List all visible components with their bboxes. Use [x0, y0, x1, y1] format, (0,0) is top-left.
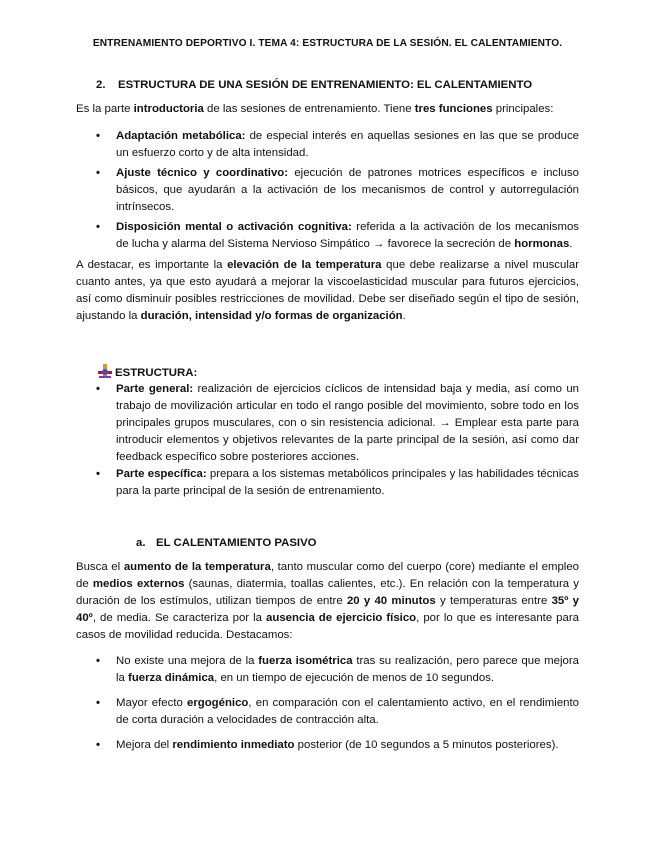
point-bold: fuerza isométrica — [258, 655, 353, 667]
list-item — [76, 653, 579, 687]
function-text: ejecución de patrones motrices específicos e incluso básicos, que ayudarán a la activación de los mecanismos de control y autorregulación intrínsecos. — [116, 167, 579, 213]
pasivo-text: , de media. Se caracteriza por la — [92, 612, 267, 624]
list-item — [76, 219, 579, 253]
pasivo-text: Busca el — [76, 561, 124, 573]
list-item — [76, 128, 579, 162]
highlight-bold-1: elevación de la temperatura — [227, 259, 382, 271]
pasivo-text: , por lo que es interesante para casos de movilidad reducida. Destacamos: — [76, 612, 579, 641]
point-bold: rendimiento inmediato — [172, 739, 295, 751]
estructura-list — [76, 381, 579, 500]
estructura-item-title: Parte específica: — [116, 468, 207, 480]
function-text: de especial interés en aquellas sesiones en las que se produce un esfuerzo corto y de alta intensidad. — [116, 130, 580, 159]
point-bold: ergogénico — [187, 697, 249, 709]
subsection-letter: a. — [136, 537, 146, 549]
function-text: referida a la activación de los mecanismos de lucha y alarma del Sistema Nervioso Simpático → favorece la secreción de — [116, 221, 579, 250]
pasivo-text: (saunas, diatermia, toallas calientes, etc.). En relación con la temperatura y duración de los estímulos, utilizan tiempos de entre — [76, 578, 579, 607]
highlight-text-3: . — [402, 310, 406, 322]
list-item — [76, 165, 579, 216]
page-header: ENTRENAMIENTO DEPORTIVO I. TEMA 4: ESTRUCTURA DE LA SESIÓN. EL CALENTAMIENTO. — [92, 38, 563, 49]
highlight-text-2: que debe realizarse a nivel muscular cuanto antes, ya que esto ayudará a mejorar la viscoelasticidad muscular para futuros ejercicios, así como disminuir posibles restricciones de movilidad. Debe ser diseñado según el tipo de sesión, ajustando la — [76, 259, 579, 322]
section-number: 2. — [96, 79, 106, 91]
functions-list — [76, 128, 579, 253]
subsection-title-text: EL CALENTAMIENTO PASIVO — [156, 537, 317, 549]
highlight-bold-2: duración, intensidad y/o formas de organización — [140, 310, 403, 322]
estructura-title: ESTRUCTURA: — [115, 367, 198, 379]
intro-text-1: Es la parte — [76, 103, 134, 115]
estructura-heading — [96, 362, 576, 382]
estructura-item-title: Parte general: — [116, 383, 194, 395]
function-title: Disposición mental o activación cognitiva: — [116, 221, 352, 233]
function-bold: hormonas — [514, 238, 570, 250]
list-item — [76, 737, 579, 754]
function-title: Adaptación metabólica: — [116, 130, 246, 142]
pasivo-text: , tanto muscular como del cuerpo (core) mediante el empleo de — [76, 561, 579, 590]
pasivo-text: y temperaturas entre — [435, 595, 552, 607]
function-title: Ajuste técnico y coordinativo: — [116, 167, 289, 179]
estructura-item-text: prepara a los sistemas metabólicos principales y las habilidades técnicas para la parte principal de la sesión de entrenamiento. — [116, 468, 579, 497]
pasivo-bold: medios externos — [92, 578, 185, 590]
pasivo-points — [76, 653, 579, 754]
intro-paragraph — [76, 101, 596, 118]
pasivo-paragraph — [76, 559, 579, 644]
point-text: Mayor efecto — [116, 697, 187, 709]
list-item — [76, 381, 579, 466]
function-text-end: . — [569, 238, 573, 250]
section-title — [96, 77, 576, 94]
pasivo-bold: ausencia de ejercicio físico — [266, 612, 417, 624]
estructura-item-text: realización de ejercicios cíclicos de intensidad baja y media, así como un trabajo de movilización articular en todo el rango posible del movimiento, sobre todo en los principales grupos musculares, con o sin resistencia adicional. → Emplear esta parte para introducir elementos y objetivos relevantes de la parte principal de la sesión, así como dar feedback específico sobre posteriores acciones. — [116, 383, 579, 463]
point-text: , en un tiempo de ejecución de menos de 10 segundos. — [214, 672, 495, 684]
section-title-text: ESTRUCTURA DE UNA SESIÓN DE ENTRENAMIENTO: EL CALENTAMIENTO — [118, 79, 533, 91]
pin-icon — [96, 362, 114, 380]
point-text: , en comparación con el calentamiento activo, en el rendimiento de corta duración a velocidades de contracción alta. — [116, 697, 579, 726]
intro-text-2: de las sesiones de entrenamiento. Tiene — [203, 103, 415, 115]
point-text: tras su realización, pero parece que mejora la — [116, 655, 579, 684]
highlight-paragraph — [76, 257, 579, 325]
intro-bold-2: tres funciones — [414, 103, 493, 115]
subsection-title — [136, 535, 576, 552]
point-bold: fuerza dinámica — [128, 672, 215, 684]
pasivo-bold: aumento de la temperatura — [123, 561, 271, 573]
point-text: Mejora del — [116, 739, 173, 751]
pasivo-bold: 35º y 40º — [76, 595, 579, 624]
point-text: No existe una mejora de la — [116, 655, 259, 667]
point-text: posterior (de 10 segundos a 5 minutos posteriores). — [294, 739, 559, 751]
intro-text-3: principales: — [492, 103, 554, 115]
pasivo-bold: 20 y 40 minutos — [346, 595, 436, 607]
list-item — [76, 466, 579, 500]
list-item — [76, 695, 579, 729]
intro-bold-1: introductoria — [133, 103, 204, 115]
highlight-text-1: A destacar, es importante la — [76, 259, 228, 271]
